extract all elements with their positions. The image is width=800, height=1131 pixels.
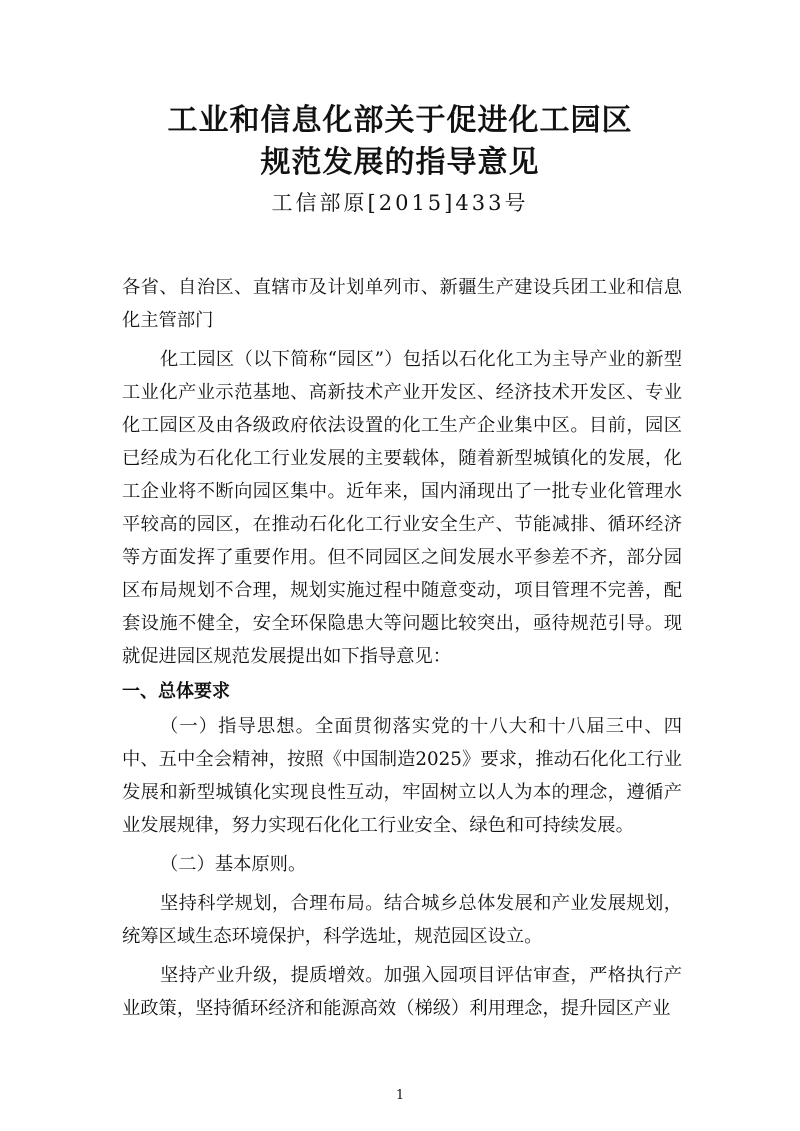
page-number: 1 [395,1088,405,1103]
document-body [122,271,682,1025]
addressee: 各省、自治区、直辖市及计划单列市、新疆生产建设兵团工业和信息化主管部门 [122,277,682,331]
document-number: 工信部原[2015]433号 [271,191,529,215]
basic-principles-heading: （二）基本原则。 [160,854,307,875]
section-heading-general-requirements: 一、总体要求 [122,681,230,702]
principle-paragraph-1: 坚持科学规划，合理布局。结合城乡总体发展和产业发展规划，统筹区域生态环境保护，科学选址，规范园区设立。 [122,893,682,947]
document-title-line-1: 工业和信息化部关于促进化工园区 [167,103,633,138]
document-title-line-2: 规范发展的指导意见 [260,145,540,180]
intro-paragraph: 化工园区（以下简称“园区”）包括以石化化工为主导产业的新型工业化产业示范基地、高新技术产业开发区、经济技术开发区、专业化工园区及由各级政府依法设置的化工生产企业集中区。目前，园区已经成为石化化工行业发展的主要载体，随着新型城镇化的发展，化工企业将不断向园区集中。近年来，国内涌现出了一批专业化管理水平较高的园区，在推动石化化工行业安全生产、节能减排、循环经济等方面发挥了重要作用。但不同园区之间发展水平参差不齐，部分园区布局规划不合理，规划实施过程中随意变动，项目管理不完善，配套设施不健全，安全环保隐患大等问题比较突出，亟待规范引导。现就促进园区规范发展提出如下指导意见： [122,349,682,667]
guiding-thought-paragraph: （一）指导思想。全面贯彻落实党的十八大和十八届三中、四中、五中全会精神，按照《中国制造2025》要求，推动石化化工行业发展和新型城镇化实现良性互动，牢固树立以人为本的理念，遵循产业发展规律，努力实现石化化工行业安全、绿色和可持续发展。 [122,716,682,836]
principle-paragraph-2: 坚持产业升级，提质增效。加强入园项目评估审查，严格执行产业政策，坚持循环经济和能源高效（梯级）利用理念，提升园区产业 [122,965,682,1019]
